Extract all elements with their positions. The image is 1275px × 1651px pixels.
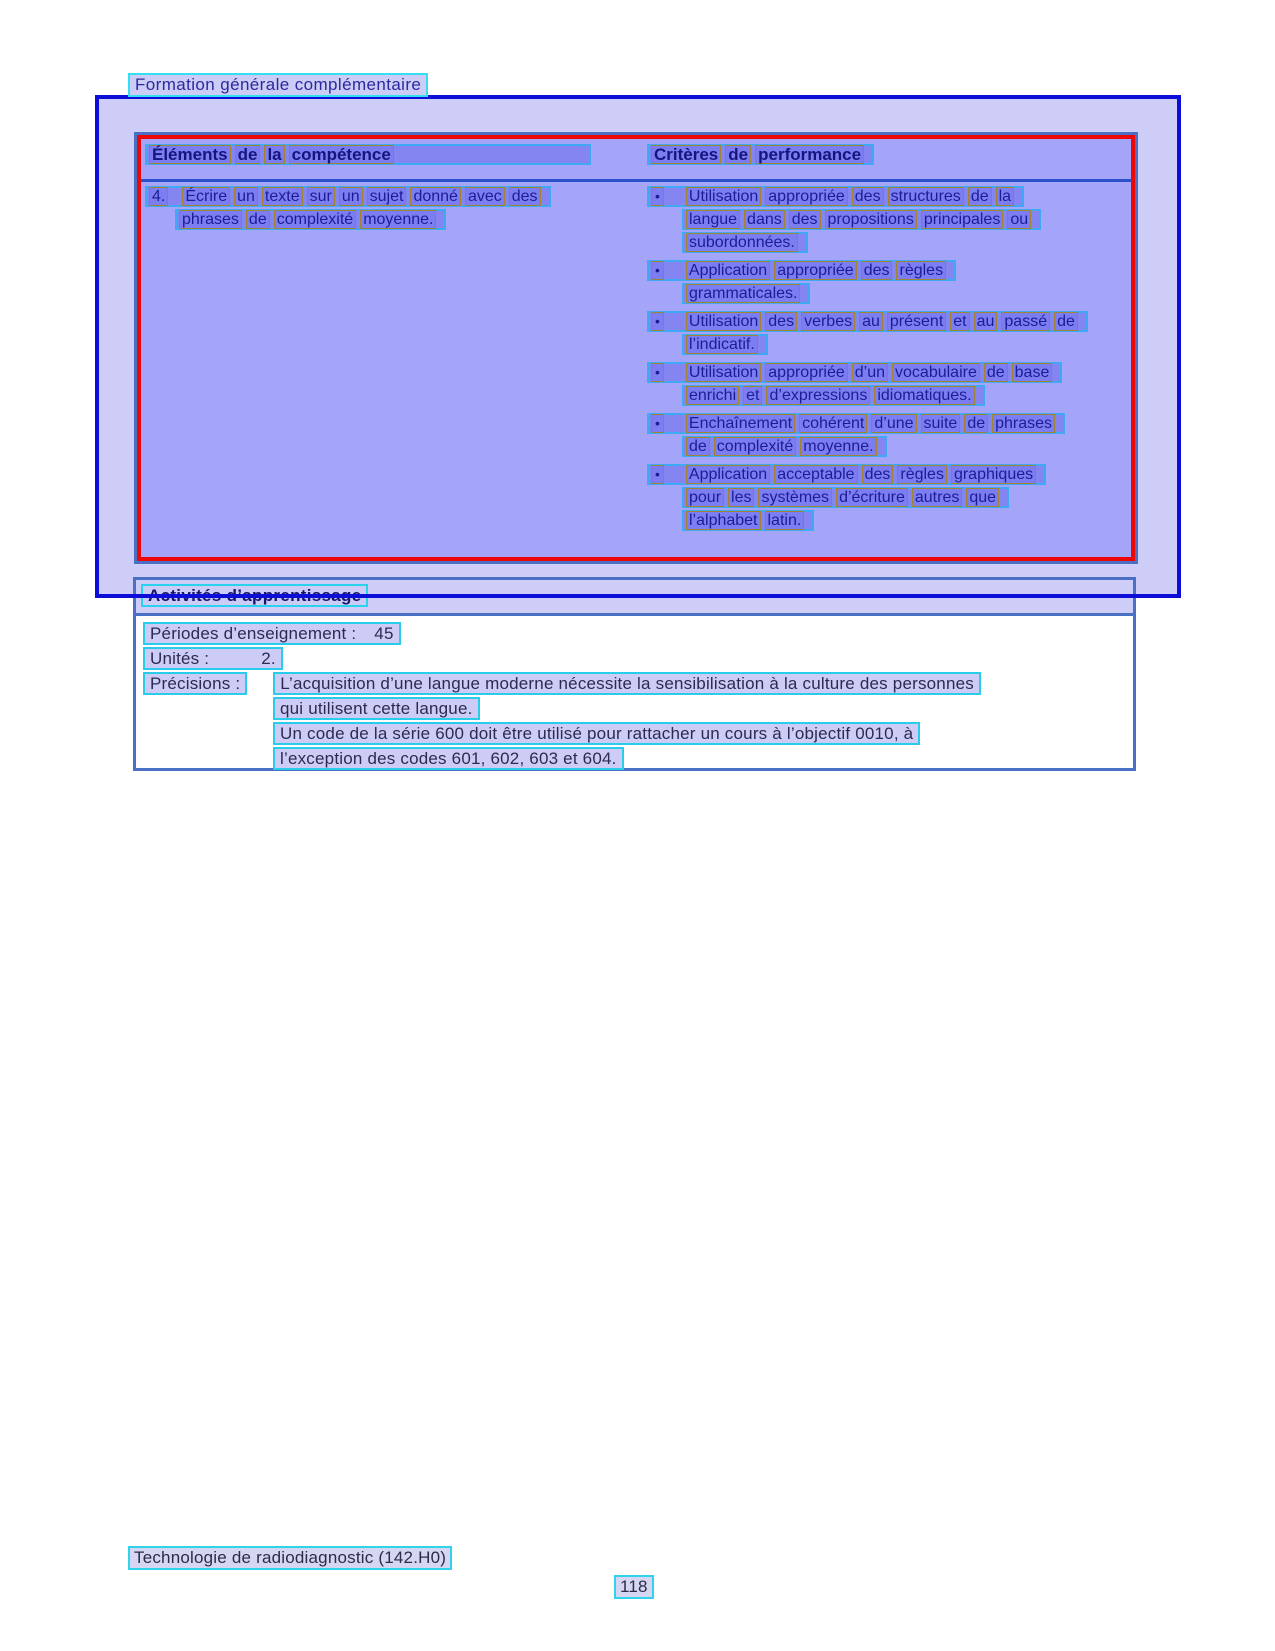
ocr-word: l’alphabet <box>686 511 761 530</box>
ocr-line <box>682 209 1041 230</box>
ocr-word: phrases <box>179 210 242 229</box>
ocr-word: Application <box>686 465 770 484</box>
ocr-word: au <box>859 312 883 331</box>
criterion-line <box>647 362 1088 385</box>
ocr-word: de <box>964 414 988 433</box>
ocr-line <box>682 436 887 457</box>
ocr-word: la <box>996 187 1014 206</box>
ocr-word: graphiques <box>951 465 1036 484</box>
ocr-word: structures <box>888 187 964 206</box>
ocr-word: passé <box>1001 312 1050 331</box>
ocr-word: dans <box>744 210 785 229</box>
ocr-word: compétence <box>289 145 394 164</box>
ocr-word: la <box>264 145 284 164</box>
criterion-item <box>647 413 1088 459</box>
criterion-line <box>647 464 1088 487</box>
ocr-word: complexité <box>714 437 796 456</box>
ocr-word: de <box>725 145 751 164</box>
ocr-word: des <box>765 312 797 331</box>
element-item <box>145 186 551 232</box>
precisions-continuation-row <box>273 722 1133 747</box>
criterion-line <box>647 334 1088 357</box>
criterion-line <box>647 209 1088 232</box>
ocr-line <box>682 232 808 253</box>
ocr-word: moyenne. <box>360 210 436 229</box>
ocr-word: des <box>862 465 894 484</box>
ocr-word: d’expressions <box>766 386 870 405</box>
criteria-list <box>647 186 1088 538</box>
ocr-word: complexité <box>274 210 356 229</box>
ocr-word: avec <box>465 187 505 206</box>
ocr-word: pour <box>686 488 724 507</box>
ocr-line: Technologie de radiodiagnostic (142.H0) <box>128 1546 452 1570</box>
ocr-word: d’un <box>852 363 888 382</box>
bullet-icon: • <box>651 363 664 382</box>
ocr-line: Un code de la série 600 doit être utilisé pour rattacher un cours à l’objectif 0010, à <box>273 722 920 745</box>
precisions-label: Précisions : <box>143 672 247 695</box>
ocr-word: règles <box>896 261 946 280</box>
footer-program-label <box>128 1546 452 1570</box>
ocr-word: d’une <box>871 414 916 433</box>
precisions-continuation-row <box>273 697 1133 722</box>
ocr-word: appropriée <box>765 187 848 206</box>
periods-value: 45 <box>374 624 394 643</box>
criterion-item <box>647 311 1088 357</box>
ocr-word: systèmes <box>758 488 832 507</box>
ocr-word: Utilisation <box>686 312 761 331</box>
ocr-line <box>145 186 551 207</box>
criterion-line <box>647 283 1088 306</box>
ocr-line <box>647 464 1046 485</box>
criterion-item <box>647 362 1088 408</box>
competence-table <box>134 132 1138 564</box>
criterion-line <box>647 510 1088 533</box>
table-header-right <box>647 144 874 165</box>
criterion-line <box>647 186 1088 209</box>
ocr-line <box>682 385 985 406</box>
criterion-item <box>647 260 1088 306</box>
ocr-word: de <box>1054 312 1078 331</box>
ocr-word: des <box>509 187 541 206</box>
element-line <box>145 186 551 209</box>
ocr-word: suite <box>921 414 961 433</box>
ocr-word: des <box>861 261 893 280</box>
bullet-icon: • <box>651 261 664 280</box>
ocr-word: Écrire <box>182 187 230 206</box>
ocr-word: performance <box>755 145 864 164</box>
ocr-word: que <box>966 488 999 507</box>
ocr-line: qui utilisent cette langue. <box>273 697 480 720</box>
ocr-word: de <box>246 210 270 229</box>
ocr-word: un <box>234 187 258 206</box>
bullet-icon: • <box>651 465 664 484</box>
ocr-word: idiomatiques. <box>874 386 974 405</box>
ocr-word: au <box>974 312 998 331</box>
ocr-word: principales <box>921 210 1003 229</box>
periods-label: Périodes d’enseignement : <box>150 624 357 643</box>
ocr-word: appropriée <box>774 261 857 280</box>
competence-table-inner-frame <box>137 135 1135 561</box>
page-header-label: Formation générale complémentaire <box>128 73 428 97</box>
ocr-word: ou <box>1007 210 1031 229</box>
ocr-line <box>647 413 1065 434</box>
ocr-word: de <box>235 145 261 164</box>
ocr-word: Éléments <box>149 145 231 164</box>
ocr-word: règles <box>897 465 947 484</box>
ocr-word: Critères <box>651 145 721 164</box>
ocr-line <box>175 209 446 230</box>
ocr-word: vocabulaire <box>892 363 980 382</box>
units-row <box>143 647 1133 672</box>
activities-header <box>136 580 1133 616</box>
ocr-line <box>647 362 1062 383</box>
ocr-word: donné <box>410 187 461 206</box>
criterion-item <box>647 464 1088 533</box>
activities-panel <box>133 577 1136 771</box>
ocr-word: subordonnées. <box>686 233 798 252</box>
ocr-word: présent <box>887 312 946 331</box>
ocr-word: verbes <box>801 312 855 331</box>
table-body <box>141 182 1131 564</box>
ocr-word: base <box>1012 363 1053 382</box>
ocr-word: 4. <box>149 187 168 206</box>
criterion-line <box>647 385 1088 408</box>
ocr-word: des <box>789 210 821 229</box>
precisions-continuation-row <box>273 747 1133 772</box>
ocr-word: texte <box>262 187 303 206</box>
activities-body <box>136 616 1133 772</box>
ocr-word: Utilisation <box>686 363 761 382</box>
criterion-line <box>647 413 1088 436</box>
ocr-word: Application <box>686 261 770 280</box>
ocr-word: cohérent <box>799 414 867 433</box>
ocr-word: et <box>950 312 969 331</box>
ocr-word: de <box>968 187 992 206</box>
criterion-line <box>647 487 1088 510</box>
ocr-line <box>143 647 283 670</box>
ocr-word: d’écriture <box>836 488 908 507</box>
ocr-line <box>143 622 401 645</box>
bullet-icon: • <box>651 414 664 433</box>
ocr-word: propositions <box>825 210 917 229</box>
ocr-line <box>647 186 1024 207</box>
ocr-line: l’exception des codes 601, 602, 603 et 604. <box>273 747 624 770</box>
ocr-word: autres <box>912 488 962 507</box>
units-label: Unités : <box>150 649 210 668</box>
ocr-word: langue <box>686 210 740 229</box>
criterion-line <box>647 232 1088 255</box>
ocr-word: moyenne. <box>800 437 876 456</box>
bullet-icon: • <box>651 187 664 206</box>
ocr-line: L’acquisition d’une langue moderne nécessite la sensibilisation à la culture des personnes <box>273 672 981 695</box>
ocr-line <box>682 334 768 355</box>
ocr-word: Utilisation <box>686 187 761 206</box>
ocr-word: phrases <box>992 414 1055 433</box>
ocr-word: enrichi <box>686 386 739 405</box>
precisions-row <box>143 672 1133 697</box>
criterion-line <box>647 311 1088 334</box>
ocr-word: grammaticales. <box>686 284 800 303</box>
ocr-word: sur <box>307 187 335 206</box>
criterion-line <box>647 436 1088 459</box>
outer-frame-bottom-line <box>95 594 1181 598</box>
table-header-left <box>145 144 591 165</box>
ocr-word: acceptable <box>774 465 857 484</box>
ocr-word: et <box>743 386 762 405</box>
criterion-item <box>647 186 1088 255</box>
ocr-word: des <box>852 187 884 206</box>
ocr-word: les <box>728 488 754 507</box>
criterion-line <box>647 260 1088 283</box>
ocr-line <box>682 510 814 531</box>
ocr-line <box>647 311 1088 332</box>
ocr-word: de <box>984 363 1008 382</box>
page-number: 118 <box>614 1575 654 1599</box>
ocr-word: latin. <box>765 511 805 530</box>
ocr-line <box>682 487 1009 508</box>
ocr-word: un <box>339 187 363 206</box>
element-line <box>175 209 551 232</box>
ocr-word: sujet <box>367 187 407 206</box>
ocr-line <box>647 260 956 281</box>
ocr-line <box>682 283 810 304</box>
ocr-word: Enchaînement <box>686 414 795 433</box>
precisions-continuation <box>143 697 1133 772</box>
periods-row <box>143 622 1133 647</box>
ocr-word: appropriée <box>765 363 848 382</box>
units-value: 2. <box>261 649 276 668</box>
ocr-word: de <box>686 437 710 456</box>
table-header-row <box>141 139 1131 182</box>
bullet-icon: • <box>651 312 664 331</box>
ocr-word: l’indicatif. <box>686 335 758 354</box>
